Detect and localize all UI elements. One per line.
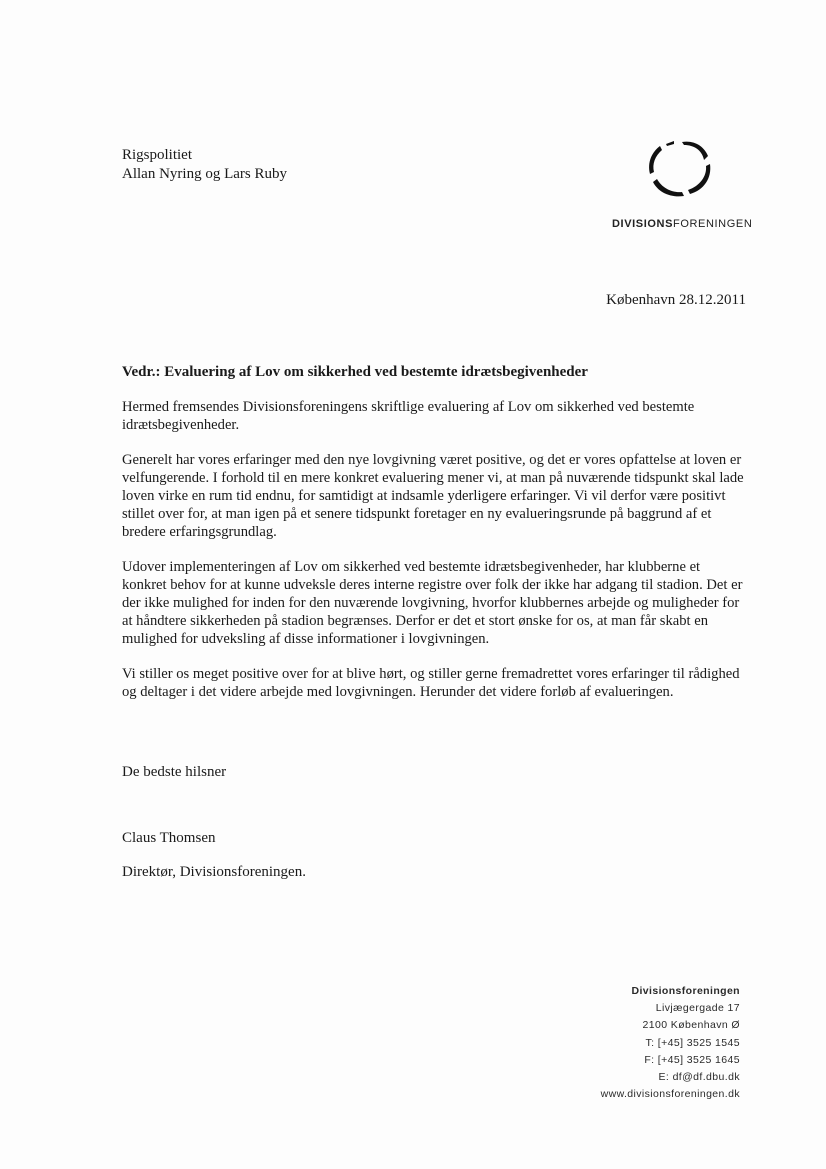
- footer-address: [601, 983, 740, 1103]
- body-paragraph: Generelt har vores erfaringer med den nye lovgivning været positive, og det er vores opfattelse at loven er velfungerende. I forhold til en mere konkret evaluering mener vi, at man på nuværende tidspunkt skal lade loven virke en rum tid endnu, for samtidigt at indsamle yderligere erfaringer. Vi vil derfor være positivt stillet over for, at man igen på et senere tidspunkt foretager en ny evalueringsrunde på baggrund af et bredere erfaringsgrundlag.: [122, 452, 744, 540]
- footer-phone: T: [+45] 3525 1545: [645, 1036, 740, 1049]
- footer-email: E: df@df.dbu.dk: [658, 1071, 740, 1084]
- recipient-names: Allan Nyring og Lars Ruby: [122, 166, 287, 182]
- letter-subject: Vedr.: Evaluering af Lov om sikkerhed ved bestemte idrætsbegivenheder: [122, 364, 588, 380]
- signer-name: Claus Thomsen: [122, 830, 216, 846]
- letter-date: København 28.12.2011: [606, 292, 746, 308]
- footer-website: www.divisionsforeningen.dk: [600, 1088, 740, 1101]
- recipient-organization: Rigspolitiet: [122, 147, 193, 163]
- logo-wordmark-regular: FORENINGEN: [673, 218, 753, 230]
- logo-wordmark-bold: DIVISIONS: [612, 218, 674, 230]
- letter-body: [122, 398, 748, 718]
- logo-wordmark: [612, 218, 752, 230]
- body-paragraph: Udover implementeringen af Lov om sikkerhed ved bestemte idrætsbegivenheder, har klubberne et konkret behov for at kunne udveksle deres interne registre over folk der ikke har adgang til stadion. Det er der ikke mulighed for inden for den nuværende lovgivning, hvorfor klubbernes arbejde og muligheder for at håndtere sikkerheden på stadion begrænses. Derfor er det et stort ønske for os, at man får skabt en mulighed for udveksling af disse informationer i lovgivningen.: [122, 559, 743, 647]
- closing-greeting: De bedste hilsner: [122, 764, 227, 780]
- body-paragraph: Hermed fremsendes Divisionsforeningens skriftlige evaluering af Lov om sikkerhed ved bestemte idrætsbegivenheder.: [122, 399, 695, 433]
- recipient-block: [122, 146, 287, 184]
- footer-city: 2100 København Ø: [642, 1019, 740, 1032]
- rotating-arcs-logo-icon: [644, 136, 714, 198]
- footer-street: Livjægergade 17: [655, 1002, 740, 1015]
- footer-org: Divisionsforeningen: [631, 985, 740, 997]
- body-paragraph: Vi stiller os meget positive over for at blive hørt, og stiller gerne fremadrettet vores erfaringer til rådighed og deltager i det videre arbejde med lovgivningen. Herunder det videre forløb af evalueringen.: [122, 666, 740, 700]
- footer-fax: F: [+45] 3525 1645: [644, 1053, 740, 1066]
- signer-title: Direktør, Divisionsforeningen.: [122, 864, 306, 880]
